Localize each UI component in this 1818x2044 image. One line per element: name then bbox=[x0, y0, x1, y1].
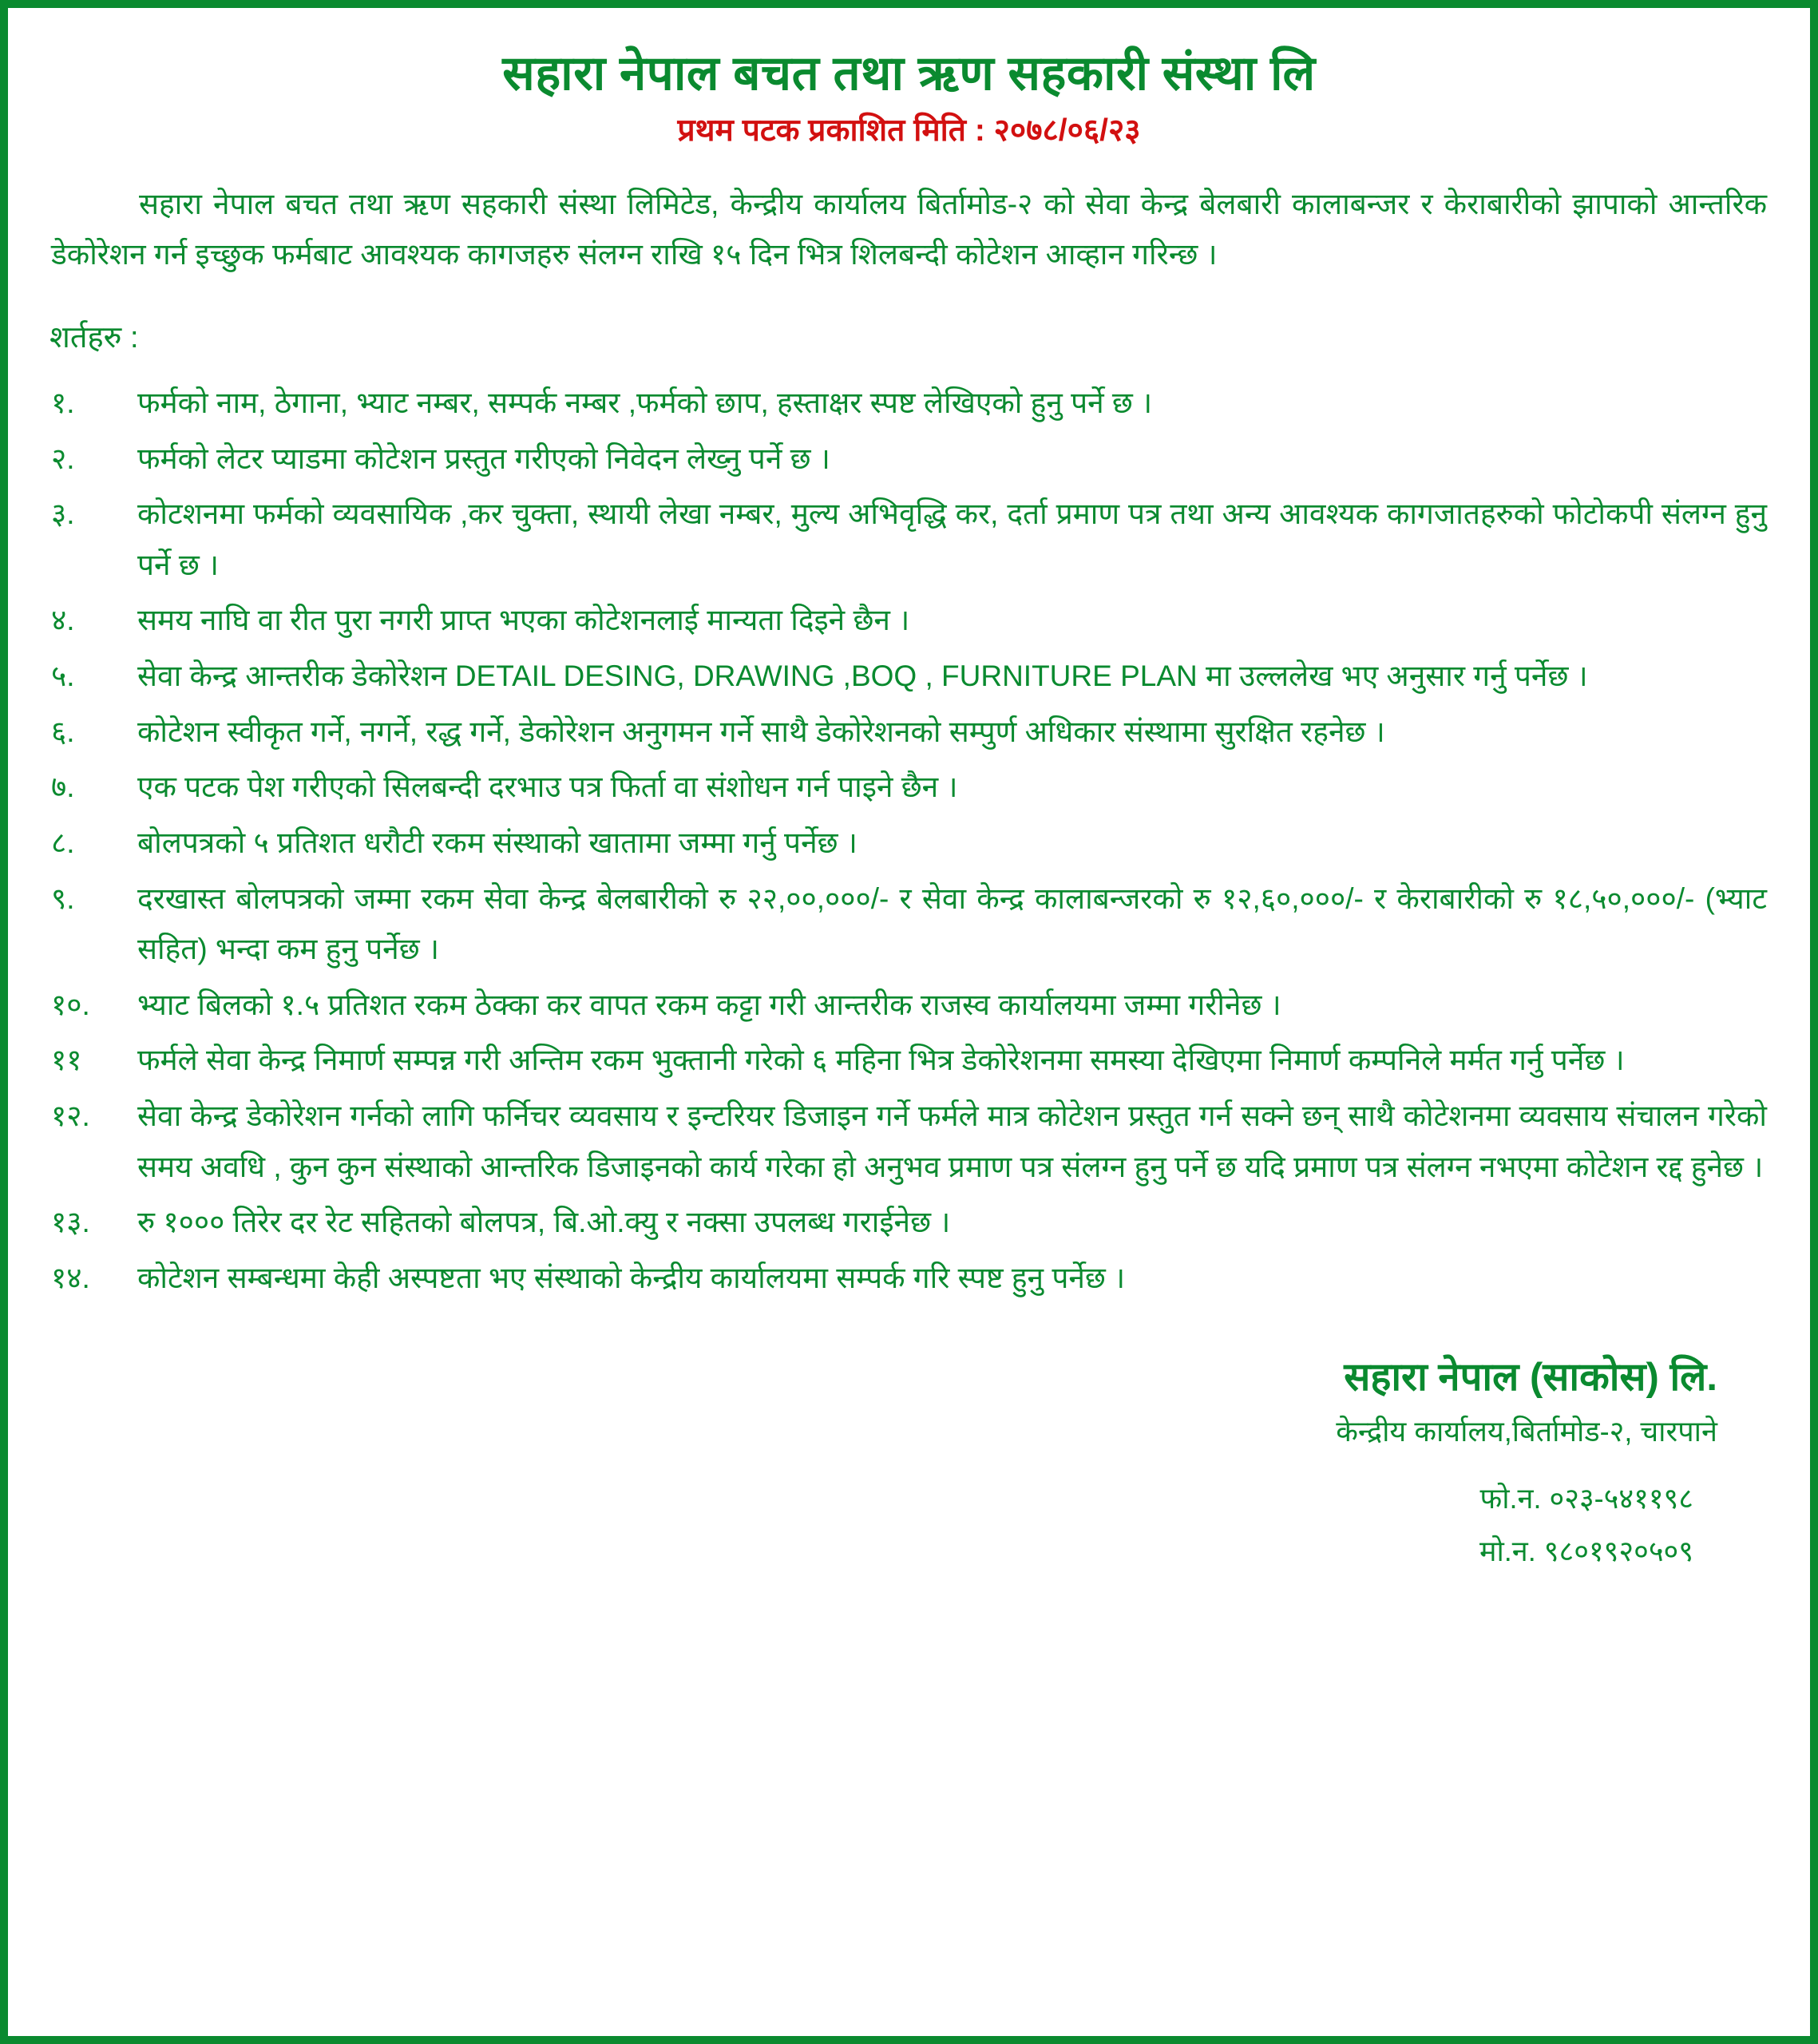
list-item-number: १२. bbox=[51, 1099, 90, 1133]
list-item bbox=[51, 818, 1767, 869]
organization-address: केन्द्रीय कार्यालय,बिर्तामोड-२, चारपाने bbox=[1336, 1415, 1717, 1448]
list-item bbox=[51, 707, 1767, 758]
list-item bbox=[51, 595, 1767, 646]
list-item bbox=[51, 378, 1767, 429]
list-item-number: ६. bbox=[51, 715, 75, 748]
list-item-text: फर्मले सेवा केन्द्र निमार्ण सम्पन्न गरी अन्तिम रकम भुक्तानी गरेको ६ महिना भित्र डेकोरेशनमा समस्या देखिएमा निमार्ण कम्पनिले मर्मत गर्नु पर्नेछ । bbox=[137, 1044, 1625, 1077]
list-item-number: ९. bbox=[51, 881, 75, 915]
intro-paragraph: सहारा नेपाल बचत तथा ऋण सहकारी संस्था लिमिटेड, केन्द्रीय कार्यालय बिर्तामोड-२ को सेवा केन्द्र बेलबारी कालाबन्जर र केराबारीको झापाको आन्तरिक डेकोरेशन गर्न इच्छुक फर्मबाट आवश्यक कागजहरु संलग्न राखि १५ दिन भित्र शिलबन्दी कोटेशन आव्हान गरिन्छ । bbox=[51, 187, 1767, 271]
list-item-text: दरखास्त बोलपत्रको जम्मा रकम सेवा केन्द्र बेलबारीको रु २२,००,०००/- र सेवा केन्द्र कालाबन्जरको रु १२,६०,०००/- र केराबारीको रु १८,५०,०००/- (भ्याट सहित) भन्दा कम हुनु पर्नेछ । bbox=[137, 881, 1767, 966]
list-item bbox=[51, 1253, 1767, 1304]
list-item-text: सेवा केन्द्र डेकोरेशन गर्नको लागि फर्निचर व्यवसाय र इन्टरियर डिजाइन गर्ने फर्मले मात्र कोटेशन प्रस्तुत गर्न सक्ने छन् साथै कोटेशनमा व्यवसाय संचालन गरेको समय अवधि , कुन कुन संस्थाको आन्तरिक डिजाइनको कार्य गरेका हो अनुभव प्रमाण पत्र संलग्न हुनु पर्ने छ यदि प्रमाण पत्र संलग्न नभएमा कोटेशन रद्द हुनेछ । bbox=[137, 1099, 1767, 1183]
signature-block bbox=[45, 1349, 1773, 1579]
list-item-text: फर्मको लेटर प्याडमा कोटेशन प्रस्तुत गरीएको निवेदन लेख्नु पर्ने छ । bbox=[137, 442, 830, 475]
list-item-number: ५. bbox=[51, 660, 75, 693]
list-item-text: कोटेशन स्वीकृत गर्ने, नगर्ने, रद्ध गर्ने, डेकोरेशन अनुगमन गर्ने साथै डेकोरेशनको सम्पुर्ण अधिकार संस्थामा सुरक्षित रहनेछ । bbox=[137, 715, 1385, 748]
list-item bbox=[51, 1197, 1767, 1248]
publication-date: प्रथम पटक प्रकाशित मिति : २०७८/०६/२३ bbox=[677, 113, 1141, 148]
list-item bbox=[51, 434, 1767, 485]
list-item bbox=[51, 980, 1767, 1031]
list-item-number: १. bbox=[51, 386, 75, 419]
list-item-number: ७. bbox=[51, 770, 75, 804]
list-item-number: १४. bbox=[51, 1261, 90, 1294]
list-item-text: रु १००० तिरेर दर रेट सहितको बोलपत्र, बि.ओ.क्यु र नक्सा उपलब्ध गराईनेछ । bbox=[137, 1206, 951, 1239]
terms-heading: शर्तहरु : bbox=[50, 320, 139, 355]
list-item-text: कोटेशन सम्बन्धमा केही अस्पष्टता भए संस्थाको केन्द्रीय कार्यालयमा सम्पर्क गरि स्पष्ट हुनु पर्नेछ । bbox=[137, 1261, 1126, 1294]
list-item-number: ८. bbox=[51, 826, 75, 859]
list-item bbox=[51, 489, 1767, 590]
list-item-number: २. bbox=[51, 442, 75, 475]
list-item bbox=[51, 1035, 1767, 1086]
list-item-text: फर्मको नाम, ठेगाना, भ्याट नम्बर, सम्पर्क नम्बर ,फर्मको छाप, हस्ताक्षर स्पष्ट लेखिएको हुनु पर्ने छ । bbox=[137, 386, 1153, 419]
list-item-number: १०. bbox=[51, 988, 90, 1021]
list-item bbox=[51, 762, 1767, 813]
list-item bbox=[51, 873, 1767, 975]
organization-name: सहारा नेपाल (साकोस) लि. bbox=[1344, 1355, 1717, 1399]
list-item-text: सेवा केन्द्र आन्तरीक डेकोरेशन DETAIL DESING, DRAWING ,BOQ , FURNITURE PLAN मा उल्ललेख भए अनुसार गर्नु पर्नेछ । bbox=[137, 660, 1588, 693]
contact-mobile: मो.न. ९८०१९२०५०९ bbox=[1479, 1535, 1693, 1568]
list-item bbox=[51, 1091, 1767, 1192]
list-item-text: बोलपत्रको ५ प्रतिशत धरौटी रकम संस्थाको खातामा जम्मा गर्नु पर्नेछ । bbox=[137, 826, 858, 859]
list-item-number: ३. bbox=[51, 497, 75, 531]
list-item-text: भ्याट बिलको १.५ प्रतिशत रकम ठेक्का कर वापत रकम कट्टा गरी आन्तरीक राजस्व कार्यालयमा जम्मा गरीनेछ । bbox=[137, 988, 1281, 1021]
page-title: सहारा नेपाल बचत तथा ऋण सहकारी संस्था लि bbox=[502, 46, 1316, 100]
list-item-number: १३. bbox=[51, 1206, 90, 1239]
list-item-text: एक पटक पेश गरीएको सिलबन्दी दरभाउ पत्र फिर्ता वा संशोधन गर्न पाइने छैन । bbox=[137, 770, 958, 804]
terms-list bbox=[51, 378, 1767, 1304]
list-item-text: समय नाघि वा रीत पुरा नगरी प्राप्त भएका कोटेशनलाई मान्यता दिइने छैन । bbox=[137, 604, 910, 637]
contact-phone: फो.न. ०२३-५४११९८ bbox=[1479, 1481, 1693, 1515]
list-item-text: कोटशनमा फर्मको व्यवसायिक ,कर चुक्ता, स्थायी लेखा नम्बर, मुल्य अभिवृद्धि कर, दर्ता प्रमाण पत्र तथा अन्य आवश्यक कागजातहरुको फोटोकपी संलग्न हुनु पर्ने छ । bbox=[137, 497, 1767, 581]
list-item-number: ११ bbox=[51, 1044, 82, 1077]
list-item-number: ४. bbox=[51, 604, 75, 637]
list-item bbox=[51, 651, 1767, 702]
